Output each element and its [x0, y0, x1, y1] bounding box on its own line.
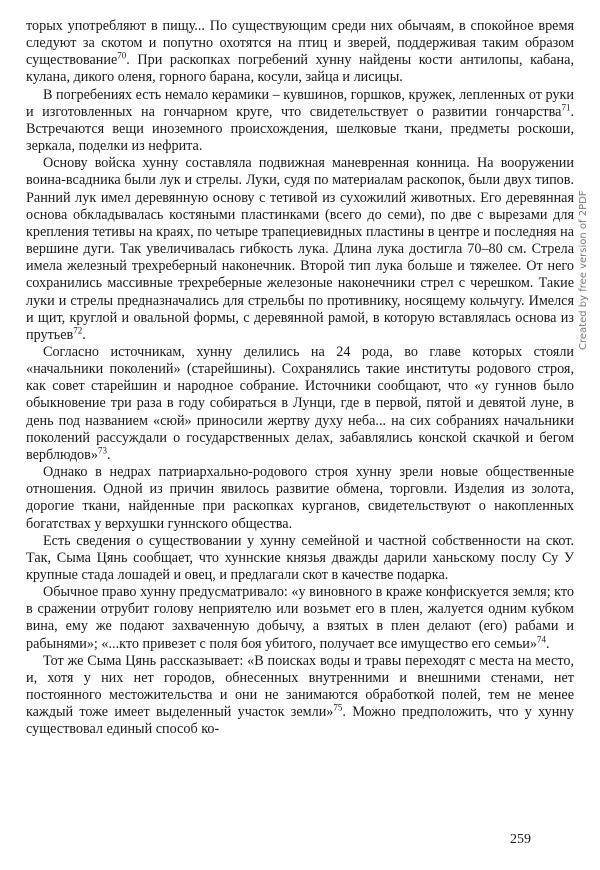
- paragraph-2: [26, 87, 574, 156]
- paragraph-8: [26, 653, 574, 739]
- paragraph-5: [26, 464, 574, 533]
- page-text: [26, 18, 574, 739]
- paragraph-text: В погребениях есть немало керамики – кувшинов, горшков, кружек, лепленных от руки и изготовленных на гончарном круге, что свидетельствует о развитии гончарства: [26, 86, 574, 120]
- footnote-ref: 75: [333, 702, 343, 713]
- page-number: 259: [510, 832, 531, 847]
- paragraph-text: . При раскопках погребений хунну найдены кости антилопы, кабана, кулана, дикого оленя, горного барана, косули, зайца и лисицы.: [26, 52, 574, 86]
- paragraph-text: . Встречаются вещи иноземного происхождения, шелковые ткани, предметы роскоши, зеркала, поделки из нефрита.: [26, 103, 574, 155]
- paragraph-1: [26, 18, 574, 87]
- paragraph-text: .: [82, 326, 86, 343]
- paragraph-3: [26, 155, 574, 344]
- paragraph-text: Тот же Сыма Цянь рассказывает: «В поисках воды и травы переходят с места на место, и, хотя у них нет городов, обнесенных внутренними и внешними стенами, нет постоянного местожительства и они не занимаются обработкой полей, тем не менее каждый тоже имеет выделенный участок земли»: [26, 652, 574, 721]
- paragraph-text: Основу войска хунну составляла подвижная маневренная конница. На вооружении воина-всадника были лук и стрелы. Луки, судя по материалам раскопок, были двух типов. Ранний лук имел деревянную основу с тетивой из сухожилий животных. Его деревянная основа обкладывалась костяными пластинками (всего до семи), по две с вырезами для крепления тетивы на краях, по четыре трапециевидных пластины в центре и последняя на вершине дуги. Так увеличивалась гибкость лука. Длина лука достигла 70–80 см. Стрела имела железный трехреберный наконечник. Второй тип лука больше и тяжелее. От него сохранились массивные трехреберные железоные наконечники стрел с черешком. Такие луки и стрелы предназначались для стрельбы по противнику, носящему кольчугу. Имелся и щит, круглой и овальной формы, с деревянной рамой, в которую вставлялась основа из прутьев: [26, 155, 574, 343]
- paragraph-text: . Можно предположить, что у хунну существовал единый способ ко-: [26, 704, 574, 738]
- paragraph-6: [26, 533, 574, 584]
- paragraph-text: Есть сведения о существовании у хунну семейной и частной собственности на скот. Так, Сыма Цянь сообщает, что хуннские князья дважды дарили ханьскому послу Су У крупные стада лошадей и овец, и предлагали скот в качестве подарка.: [26, 532, 574, 583]
- footnote-ref: 70: [117, 50, 127, 61]
- paragraph-text: Однако в недрах патриархально-родового строя хунну зрели новые общественные отношения. Одной из причин явилось развитие обмена, торговли. Изделия из золота, дорогие ткани, найденные при раскопках курганов, свидетельствуют о накопленных богатствах у верхушки гуннского общества.: [26, 464, 574, 532]
- paragraph-text: .: [106, 446, 111, 463]
- watermark-text: Created by free version of 2PDF: [578, 190, 589, 350]
- footnote-ref: 73: [97, 445, 107, 456]
- paragraph-text: .: [545, 635, 550, 652]
- paragraph-text: Обычное право хунну предусматривало: «у виновного в краже конфискуется земля; кто в сражении отрубит голову неприятелю или возьмет его в плен, жалуется одним кубком вина, ему же подают захваченную добычу, а взятых в плен делают (его) рабами и рабынями»; «...кто привезет с поля боя убитого, получает все имущество его семьи»: [26, 584, 574, 652]
- paragraph-7: [26, 584, 574, 653]
- footnote-ref: 74: [536, 633, 546, 644]
- footnote-ref: 71: [561, 102, 571, 113]
- paragraph-text: Согласно источникам, хунну делились на 24 рода, во главе которых стояли «начальники поколений» (старейшины). Сохранялись такие институты родового строя, как совет старейшин и народное собрание. Источники сообщают, что «у гуннов было обыкновение три раза в году собираться в Лунци, где в первой, пятой и девятой луне, в день под названием «сюй» приносили жертву духу неба... на сих собраниях начальники поколений рассуждали о государственных делах, забавлялись конской скачкой и бегом верблюдов»: [26, 343, 574, 463]
- paragraph-text: торых употребляют в пищу... По существующим среди них обычаям, в спокойное время следуют за скотом и попутно охотятся на птиц и зверей, поддерживая таким образом существование: [26, 18, 574, 69]
- footnote-ref: 72: [73, 325, 83, 336]
- paragraph-4: [26, 344, 574, 464]
